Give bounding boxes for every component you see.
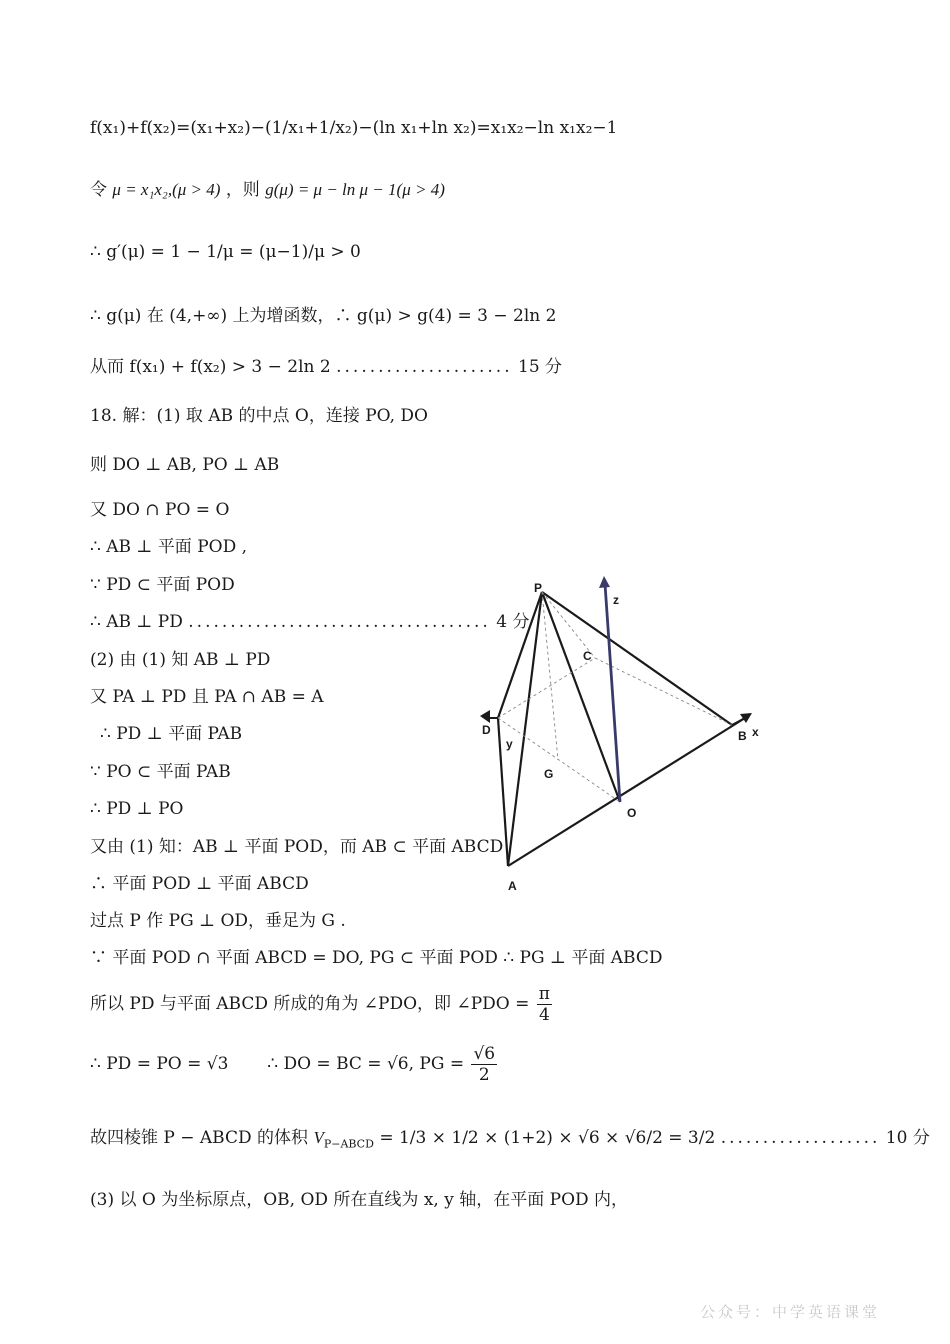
construct-pg: 过点 P 作 PG ⊥ OD，垂足为 G . [90,911,346,931]
score-15: 15 分 [518,357,563,377]
volume-expression: = 1/3 × 1/2 × (1+2) × √6 × √6/2 = 3/2 [379,1128,716,1148]
solution-line-2 [90,178,445,202]
q18-line-15 [90,946,662,970]
label-c: C [583,649,592,663]
fraction-pi-4 [537,984,552,1025]
watermark: 公众号：中学英语课堂 [699,1303,880,1321]
segment-pg [542,592,558,760]
volume-subscript: P−ABCD [323,1137,374,1151]
derivative-line: ∴ g′(μ) = 1 − 1/μ = (μ−1)/μ > 0 [90,242,361,262]
q18-line-2 [90,453,279,477]
pa-perp-pd: 又 PA ⊥ PD 且 PA ∩ AB = A [90,687,324,707]
label-b: B [738,729,747,743]
text-ze: ，则 [225,180,260,200]
q18-line-19 [90,1188,628,1212]
score-10: 10 分 [885,1128,930,1148]
q18-line-7 [90,648,270,672]
label-p: P [534,581,543,595]
mu-definition: μ = x₁x₂,(μ > 4) [112,180,221,199]
q18-line-14 [90,909,346,933]
g-definition: g(μ) = μ − ln μ − 1(μ > 4) [265,180,445,199]
label-a: A [508,879,517,893]
intersect-line: 又 DO ∩ PO = O [90,500,230,520]
q18-line-5 [90,573,235,597]
q18-line-18 [90,1126,930,1156]
solution-line-1 [90,116,617,140]
part2-start: (2) 由 (1) 知 AB ⊥ PD [90,650,271,670]
perp-line: 则 DO ⊥ AB, PO ⊥ AB [90,455,280,475]
part3-start: (3) 以 O 为坐标原点，OB, OD 所在直线为 x, y 轴，在平面 POD 内， [90,1190,629,1210]
conclusion-17: 从而 f(x₁) + f(x₂) > 3 − 2ln 2 [90,357,331,377]
text-ling: 令 [90,180,107,200]
q18-line-4 [90,535,247,559]
planes-perp: ∴ 平面 POD ⊥ 平面 ABCD [90,874,309,894]
q18-line-16 [90,984,554,1025]
edge-cb-hidden [595,658,732,725]
leader-dots: .................................... [188,612,491,632]
label-z: z [613,593,619,607]
label-y: y [506,737,513,751]
pg-perp-plane: ∵ 平面 POD ∩ 平面 ABCD = DO, PG ⊂ 平面 POD ∴ PG ⊥ 平面 ABCD [90,948,663,968]
edge-dc-hidden [498,658,595,718]
pd-perp-plane: ∴ PD ⊥ 平面 PAB [100,724,243,744]
solution-line-4 [90,304,556,328]
increasing-line: ∴ g(μ) 在 (4,+∞) 上为增函数，∴ g(μ) > g(4) = 3 − 2ln 2 [90,306,557,326]
q18-line-9 [100,722,242,746]
q18-line-6 [90,610,529,634]
edge-pb [542,592,732,725]
y-arrowhead-icon [480,710,490,723]
q18-line-13 [90,872,309,896]
label-o: O [627,806,637,820]
q18-line-8 [90,685,324,709]
frac-num: √6 [473,1044,496,1064]
leader-dots: ................... [720,1128,881,1148]
q18-line-10 [90,760,231,784]
volume-text: 故四棱锥 P − ABCD 的体积 [90,1128,309,1148]
ab-perp-plane: ∴ AB ⊥ 平面 POD , [90,537,248,557]
segment-do [498,718,620,802]
q18-line-3 [90,498,229,522]
q18-line-17 [90,1044,499,1085]
solution-line-5 [90,355,562,379]
x-arrowhead-icon [740,713,752,723]
edge-ab [508,718,745,866]
pd-perp-po: ∴ PD ⊥ PO [90,799,184,819]
do-bc-value: ∴ DO = BC = √6, PG = [267,1054,465,1074]
edge-pd [498,592,542,718]
label-g: G [544,767,554,781]
edge-pa [508,592,542,866]
ab-perp-pd: ∴ AB ⊥ PD [90,612,183,632]
po-in-plane: ∵ PO ⊂ 平面 PAB [90,762,231,782]
q18-line-11 [90,797,183,821]
from-part1: 又由 (1) 知：AB ⊥ 平面 POD，而 AB ⊂ 平面 ABCD [90,837,504,857]
z-arrowhead-icon [599,576,610,588]
label-x: x [752,725,759,739]
q18-line-12 [90,835,503,859]
fraction-sqrt6-2 [471,1044,497,1085]
frac-den: 4 [538,1005,550,1025]
solution-line-3 [90,240,361,264]
q18-line-1 [90,404,428,428]
leader-dots: ..................... [336,357,513,377]
volume-symbol: V [313,1128,324,1147]
equation-sum-f: f(x₁)+f(x₂)=(x₁+x₂)−(1/x₁+1/x₂)−(ln x₁+ln x₂)=x₁x₂−ln x₁x₂−1 [90,118,618,138]
q18-heading: 18. 解：(1) 取 AB 的中点 O，连接 PO, DO [90,406,428,426]
pyramid-figure [470,570,770,900]
pd-in-plane: ∵ PD ⊂ 平面 POD [90,575,235,595]
x-axis [732,718,745,725]
frac-num: π [538,984,550,1004]
score-4: 4 分 [496,612,530,632]
pd-po-value: ∴ PD = PO = √3 [90,1054,229,1074]
frac-den: 2 [478,1065,490,1085]
angle-text: 所以 PD 与平面 ABCD 所成的角为 ∠PDO，即 ∠PDO = [90,994,530,1014]
label-d: D [482,723,491,737]
